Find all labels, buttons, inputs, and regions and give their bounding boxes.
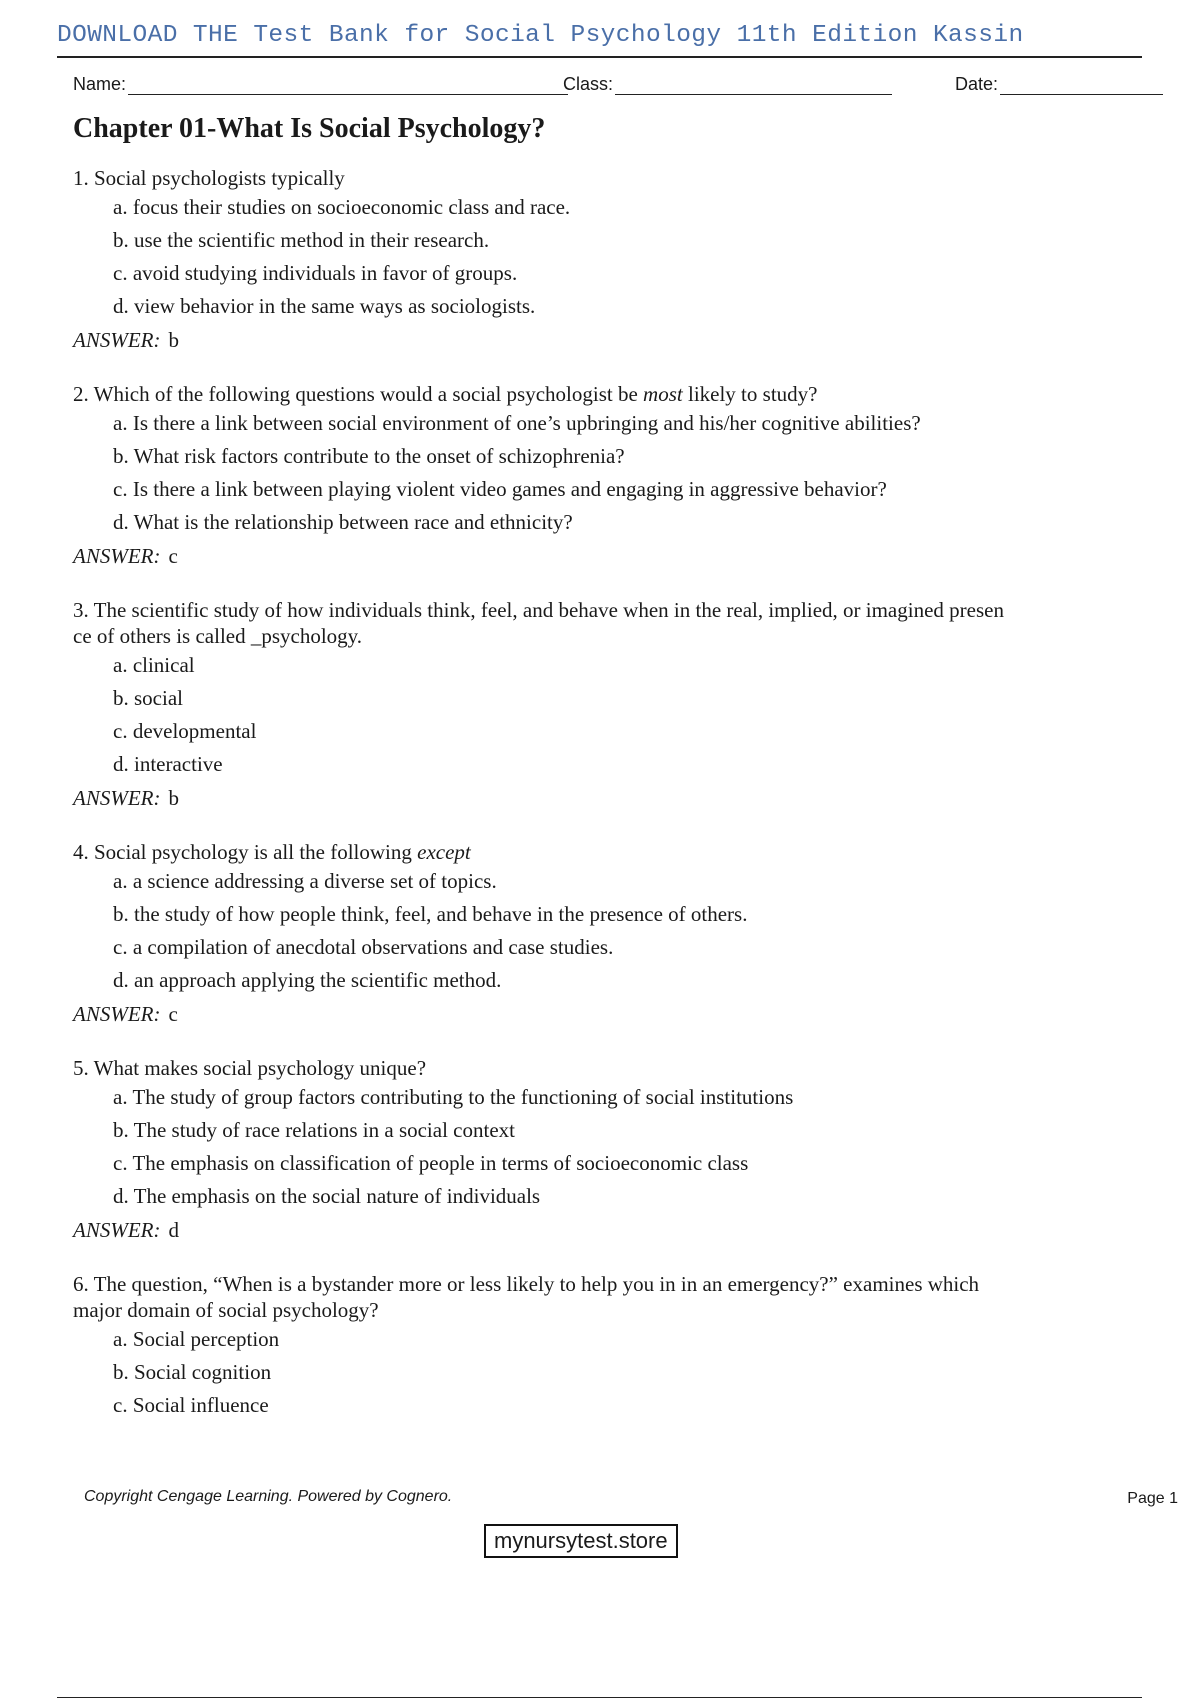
answer-value: c — [168, 1002, 178, 1026]
question-number: 6. — [73, 1272, 89, 1296]
stem-emphasis: except — [417, 840, 471, 864]
option-list — [113, 653, 1133, 776]
option-c: c. a compilation of anecdotal observations and case studies. — [113, 935, 614, 959]
stem-emphasis: most — [643, 382, 683, 406]
student-info-fields — [73, 72, 1170, 98]
class-field — [563, 72, 892, 95]
option-d: d. What is the relationship between race and ethnicity? — [113, 510, 573, 534]
answer-value: c — [168, 544, 178, 568]
copyright-notice: Copyright Cengage Learning. Powered by Cognero. — [84, 1488, 453, 1505]
option-b: b. The study of race relations in a social context — [113, 1118, 515, 1142]
question-number: 5. — [73, 1056, 89, 1080]
answer-line — [73, 1217, 1133, 1243]
question-list — [73, 165, 1133, 1445]
option-c: c. developmental — [113, 719, 257, 743]
stem-part: likely to study? — [682, 382, 818, 406]
store-watermark-badge: mynursytest.store — [484, 1524, 678, 1558]
question-1 — [73, 165, 1133, 353]
option-a: a. Social perception — [113, 1327, 280, 1351]
question-number: 1. — [73, 166, 89, 190]
stem-part: Which of the following questions would a social psychologist be — [93, 382, 644, 406]
option-d: d. interactive — [113, 752, 223, 776]
class-label: Class: — [563, 74, 614, 94]
question-3 — [73, 597, 1133, 811]
question-number: 2. — [73, 382, 89, 406]
answer-label: ANSWER: — [73, 328, 161, 352]
answer-line — [73, 327, 1133, 353]
option-d: d. an approach applying the scientific method. — [113, 968, 502, 992]
question-number: 3. — [73, 598, 89, 622]
question-text-continued: ce of others is called _psychology. — [73, 624, 363, 648]
answer-value: d — [168, 1218, 179, 1242]
download-banner: DOWNLOAD THE Test Bank for Social Psychology 11th Edition Kassin — [57, 22, 1024, 49]
banner-divider — [57, 56, 1142, 58]
page-number: Page 1 — [1127, 1490, 1178, 1507]
date-input-line[interactable] — [1000, 72, 1163, 95]
question-text — [94, 382, 818, 406]
option-a: a. Is there a link between social environment of one’s upbringing and his/her cognitive abilities? — [113, 411, 921, 435]
question-2 — [73, 381, 1133, 569]
answer-line — [73, 543, 1133, 569]
option-c: c. Is there a link between playing violent video games and engaging in aggressive behavior? — [113, 477, 887, 501]
stem-part: Social psychology is all the following — [94, 840, 418, 864]
date-label: Date: — [955, 74, 999, 94]
answer-label: ANSWER: — [73, 544, 161, 568]
option-list — [113, 411, 1133, 534]
option-b: b. What risk factors contribute to the onset of schizophrenia? — [113, 444, 625, 468]
question-stem — [73, 839, 1133, 865]
option-d: d. view behavior in the same ways as sociologists. — [113, 294, 536, 318]
name-label: Name: — [73, 74, 127, 94]
bottom-divider — [57, 1697, 1142, 1698]
option-a: a. a science addressing a diverse set of topics. — [113, 869, 497, 893]
question-5 — [73, 1055, 1133, 1243]
option-c: c. The emphasis on classification of people in terms of socioeconomic class — [113, 1151, 749, 1175]
option-c: c. Social influence — [113, 1393, 269, 1417]
question-text: The scientific study of how individuals think, feel, and behave when in the real, implied, or imagined presen — [93, 598, 1004, 622]
answer-line — [73, 785, 1133, 811]
question-text — [94, 840, 471, 864]
option-list — [113, 869, 1133, 992]
option-b: b. social — [113, 686, 183, 710]
question-text-continued: major domain of social psychology? — [73, 1298, 379, 1322]
option-b: b. use the scientific method in their research. — [113, 228, 490, 252]
option-b: b. Social cognition — [113, 1360, 272, 1384]
option-c: c. avoid studying individuals in favor of groups. — [113, 261, 518, 285]
option-a: a. clinical — [113, 653, 195, 677]
answer-label: ANSWER: — [73, 1002, 161, 1026]
option-a: a. focus their studies on socioeconomic class and race. — [113, 195, 571, 219]
answer-value: b — [168, 328, 179, 352]
question-text: What makes social psychology unique? — [93, 1056, 427, 1080]
question-stem — [73, 381, 1133, 407]
answer-value: b — [168, 786, 179, 810]
question-text: Social psychologists typically — [94, 166, 345, 190]
class-input-line[interactable] — [615, 72, 892, 95]
question-stem — [73, 1271, 1133, 1323]
question-number: 4. — [73, 840, 89, 864]
question-6 — [73, 1271, 1133, 1417]
option-list — [113, 1327, 1133, 1417]
option-list — [113, 195, 1133, 318]
question-4 — [73, 839, 1133, 1027]
answer-line — [73, 1001, 1133, 1027]
name-field — [73, 72, 568, 95]
option-b: b. the study of how people think, feel, and behave in the presence of others. — [113, 902, 748, 926]
answer-label: ANSWER: — [73, 1218, 161, 1242]
option-a: a. The study of group factors contributing to the functioning of social institutions — [113, 1085, 794, 1109]
name-input-line[interactable] — [128, 72, 568, 95]
question-stem — [73, 1055, 1133, 1081]
date-field — [955, 72, 1163, 95]
option-list — [113, 1085, 1133, 1208]
option-d: d. The emphasis on the social nature of individuals — [113, 1184, 541, 1208]
question-stem — [73, 165, 1133, 191]
answer-label: ANSWER: — [73, 786, 161, 810]
chapter-title: Chapter 01-What Is Social Psychology? — [73, 113, 546, 144]
question-text: The question, “When is a bystander more or less likely to help you in in an emergency?” examines which — [93, 1272, 980, 1296]
question-stem — [73, 597, 1133, 649]
